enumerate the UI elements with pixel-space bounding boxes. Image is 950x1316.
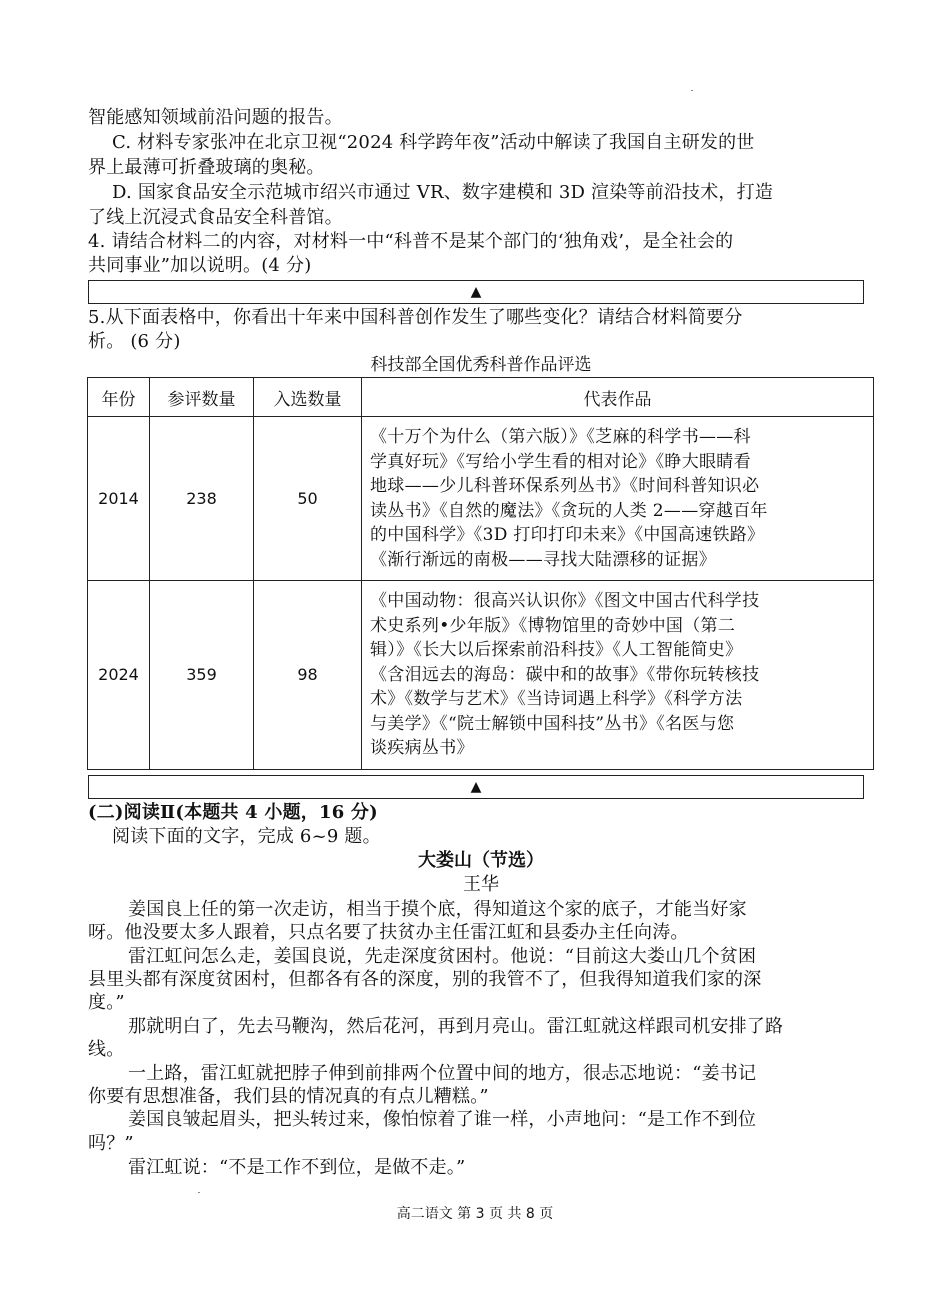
option-c-continued: 界上最薄可折叠玻璃的奥秘。: [88, 157, 325, 178]
paragraph-line: 呀。他没要太多人跟着，只点名要了扶贫办主任雷江虹和县委办主任向涛。: [88, 922, 689, 943]
cell-entries: 238: [150, 417, 254, 581]
cell-entries: 359: [150, 581, 254, 770]
question-4-continued: 共同事业”加以说明。(4 分): [88, 255, 312, 276]
answer-box-q4[interactable]: [88, 280, 864, 304]
cell-year: 2024: [88, 581, 150, 770]
answer-mark: ▲: [470, 779, 482, 795]
paragraph-line: 姜国良上任的第一次走访，相当于摸个底，得知道这个家的底子，才能当好家: [128, 899, 747, 920]
paragraph-line: 吗？”: [88, 1133, 134, 1154]
table-header-row: [88, 378, 874, 417]
table-caption: 科技部全国优秀科普作品评选: [370, 355, 592, 375]
works-line: 学真好玩》《写给小学生看的相对论》《睁大眼睛看: [370, 451, 751, 472]
paragraph-line: 你要有思想准备，我们县的情况真的有点儿糟糕。”: [88, 1086, 489, 1107]
table-row: [88, 581, 874, 770]
works-line: 与美学》《“院士解锁中国科技”丛书》《名医与您: [370, 713, 735, 734]
header-selected: 入选数量: [254, 378, 362, 417]
works-line: 谈疾病丛书》: [370, 738, 474, 758]
paragraph-line: 县里头都有深度贫困村，但都各有各的深度，别的我管不了，但我得知道我们家的深: [88, 969, 762, 990]
question-5-continued: 析。 (6 分): [88, 331, 181, 352]
cell-works: [362, 581, 874, 770]
cell-selected: 50: [254, 417, 362, 581]
option-c: C. 材料专家张冲在北京卫视“2024 科学跨年夜”活动中解读了我国自主研发的世: [112, 132, 755, 153]
header-entries: 参评数量: [150, 378, 254, 417]
option-d-continued: 了线上沉浸式食品安全科普馆。: [88, 207, 343, 228]
passage-title: 大娄山（节选）: [418, 850, 544, 871]
option-b-continued: 智能感知领域前沿问题的报告。: [88, 107, 343, 128]
paragraph-line: 雷江虹问怎么走，姜国良说，先走深度贫困村。他说：“目前这大娄山几个贫困: [128, 946, 757, 967]
works-line: 《渐行渐远的南极——寻找大陆漂移的证据》: [370, 549, 716, 570]
reading-instruction: 阅读下面的文字，完成 6~9 题。: [112, 826, 381, 847]
section-heading: (二)阅读Ⅱ(本题共 4 小题，16 分): [88, 802, 378, 823]
paragraph-line: 度。”: [88, 992, 125, 1013]
works-line: 地球——少儿科普环保系列丛书》《时间科普知识必: [370, 476, 760, 496]
works-line: 术》《数学与艺术》《当诗词遇上科学》《科学方法: [370, 689, 743, 709]
works-line: 读丛书》《自然的魔法》《贪玩的人类 2——穿越百年: [370, 500, 768, 521]
header-works: 代表作品: [362, 378, 874, 417]
cell-selected: 98: [254, 581, 362, 770]
works-line: 术史系列•少年版》《博物馆里的奇妙中国（第二: [370, 615, 736, 636]
answer-box-q5[interactable]: [88, 775, 864, 799]
works-line: 《中国动物：很高兴认识你》《图文中国古代科学技: [370, 591, 760, 611]
paragraph-line: 姜国良皱起眉头，把头转过来，像怕惊着了谁一样，小声地问：“是工作不到位: [128, 1109, 757, 1130]
paragraph-line: 雷江虹说：“不是工作不到位，是做不走。”: [128, 1157, 466, 1178]
scan-mark: [691, 90, 693, 91]
works-line: 的中国科学》《3D 打印打印未来》《中国高速铁路》: [370, 525, 765, 545]
question-4: 4. 请结合材料二的内容，对材料一中“科普不是某个部门的‘独角戏’，是全社会的: [88, 231, 734, 252]
paragraph-line: 一上路，雷江虹就把脖子伸到前排两个位置中间的地方，很忐忑地说：“姜书记: [128, 1063, 757, 1084]
passage-author: 王华: [463, 874, 499, 895]
page-footer: 高二语文 第 3 页 共 8 页: [396, 1206, 554, 1222]
header-year: 年份: [88, 378, 150, 417]
table-row: [88, 417, 874, 581]
works-line: 《十万个为什么（第六版）》《芝麻的科学书——科: [370, 427, 751, 447]
answer-mark: ▲: [470, 284, 482, 300]
paragraph-line: 线。: [88, 1039, 125, 1060]
cell-year: 2014: [88, 417, 150, 581]
cell-works: [362, 417, 874, 581]
scan-mark: [198, 1192, 200, 1193]
works-line: 《含泪远去的海岛：碳中和的故事》《带你玩转核技: [370, 664, 760, 685]
paragraph-line: 那就明白了，先去马鞭沟，然后花河，再到月亮山。雷江虹就这样跟司机安排了路: [128, 1016, 784, 1037]
option-d: D. 国家食品安全示范城市绍兴市通过 VR、数字建模和 3D 渲染等前沿技术，打造: [112, 182, 774, 203]
award-table: [87, 377, 874, 770]
works-line: 辑）》《长大以后探索前沿科技》《人工智能简史》: [370, 640, 743, 660]
question-5: 5.从下面表格中，你看出十年来中国科普创作发生了哪些变化？请结合材料简要分: [88, 307, 743, 328]
